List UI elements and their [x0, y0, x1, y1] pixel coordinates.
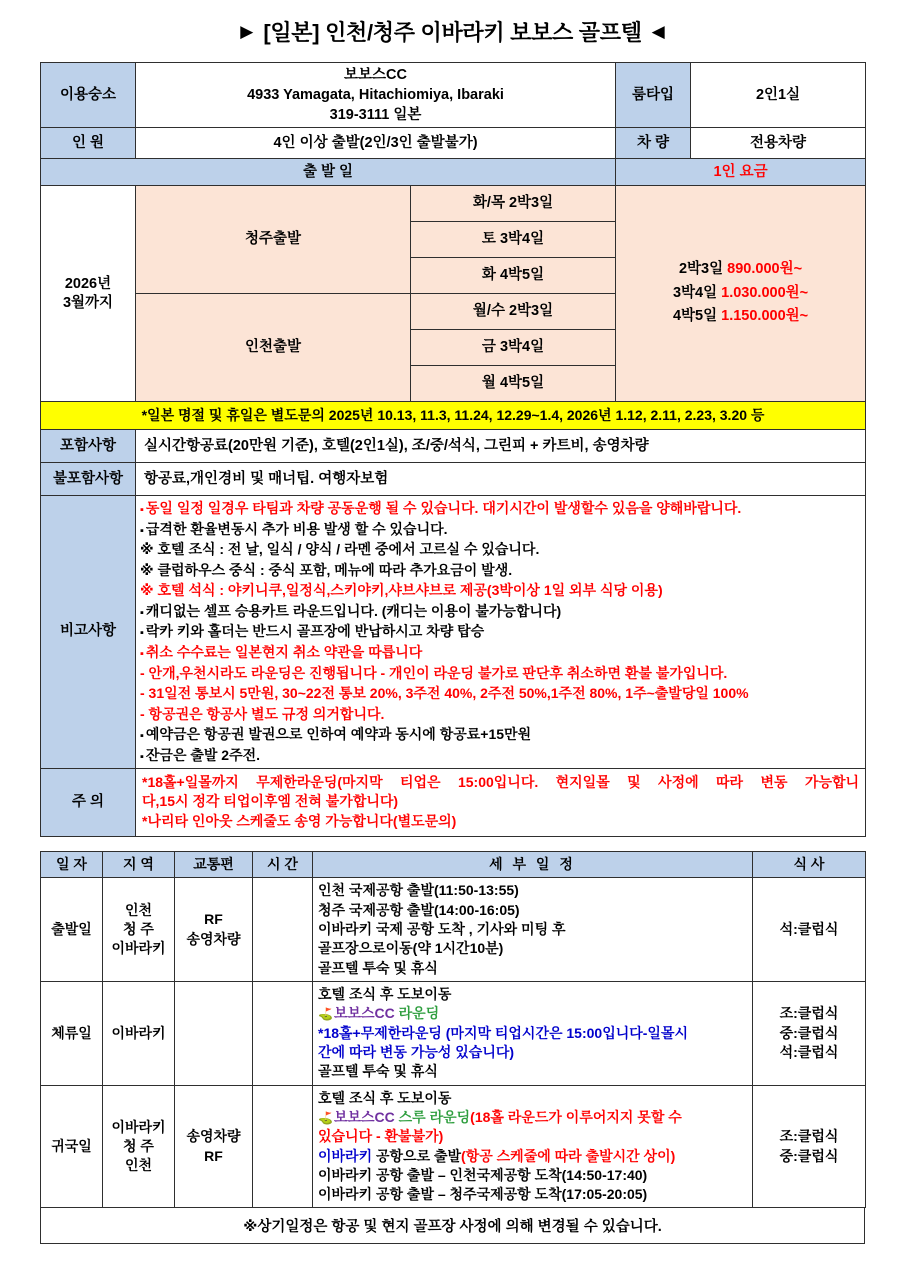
excluded-label: 불포함사항: [41, 463, 136, 496]
included-row: [41, 430, 866, 463]
price-amount-2: 1.030.000원~: [721, 284, 809, 301]
meal-line: 조:클럽식: [779, 1128, 839, 1145]
remark-text: 동일 일정 일경우 타팀과 차량 공동운행 될 수 있습니다. 대기시간이 발생할수 있음을 양해바랍니다.: [145, 500, 742, 516]
remark-text: 캐디없는 셀프 승용카트 라운드입니다. (캐디는 이용이 불가능합니다): [145, 602, 562, 619]
caution-value: [136, 768, 866, 837]
schedule-incheon-2: 금 3박4일: [411, 330, 616, 366]
price-amount-3: 1.150.000원~: [721, 308, 809, 325]
detail-text: 골프장으로이동(약 1시간10분): [318, 940, 504, 957]
caution-item: *나리타 인아웃 스케줄도 송영 가능합니다(별도문의): [142, 813, 457, 830]
detail-line: [318, 1127, 747, 1146]
region-line: 이바라키: [111, 1024, 166, 1041]
detail-line: [318, 1089, 747, 1108]
region-line: 이바라키: [111, 1118, 166, 1135]
detail-text: 있습니다 - 환불불가): [318, 1128, 444, 1145]
room-type-label: 룸타입: [616, 63, 691, 128]
detail-text: 이바라키: [318, 1147, 376, 1164]
remark-text: - 안개,우천시라도 라운딩은 진행됩니다 - 개인이 라운딩 불가로 판단후 취소하면 환불 불가입니다.: [140, 664, 728, 681]
people-label: 인 원: [41, 128, 136, 159]
remarks-label: 비고사항: [41, 496, 136, 769]
detail-text: (항공 스케줄에 따라 출발시간 상이): [461, 1147, 676, 1164]
tour-info-table: [40, 62, 866, 837]
tour-period-line2: 3월까지: [62, 294, 114, 311]
lodging-value: [136, 63, 616, 128]
detail-line: [318, 1024, 747, 1043]
itinerary-transport: [175, 1085, 253, 1208]
price-nights-3: 4박5일: [672, 308, 718, 325]
detail-text: 골프텔 투숙 및 휴식: [318, 959, 438, 976]
price-line-3: [620, 305, 861, 329]
detail-text: 호텔 조식 후 도보이동: [318, 1089, 452, 1106]
transport-line: RF: [204, 1147, 223, 1164]
col-header-transport: 교통편: [175, 852, 253, 878]
itinerary-time: [253, 982, 313, 1086]
meal-line: 조:클럽식: [779, 1005, 839, 1022]
detail-text: 간에 따라 변동 가능성 있습니다): [318, 1043, 515, 1060]
detail-text: *18홀+무제한라운딩 (마지막 티업시간은 15:00입니다-일몰시: [318, 1024, 688, 1041]
itinerary-meals: [753, 878, 866, 982]
detail-text: 인천 국제공항 출발(11:50-13:55): [318, 882, 519, 899]
remarks-row: [41, 496, 866, 769]
departure-origin-cheongju: 청주출발: [136, 186, 411, 294]
bullet-square-icon: ▪: [140, 606, 144, 619]
caution-label: 주 의: [41, 768, 136, 837]
detail-line: [318, 1147, 747, 1166]
detail-line: [318, 1166, 747, 1185]
itinerary-region: [103, 878, 175, 982]
schedule-cheongju-1: 화/목 2박3일: [411, 186, 616, 222]
itinerary-row: [41, 878, 866, 982]
itinerary-region: [103, 982, 175, 1086]
right-triangle-icon: ◀: [651, 21, 665, 41]
remarks-value: [136, 496, 866, 769]
detail-line: [318, 881, 747, 900]
detail-text: 라운딩: [394, 1005, 440, 1022]
schedule-cheongju-2: 토 3박4일: [411, 222, 616, 258]
itinerary-meals: [753, 982, 866, 1086]
caution-item: *18홀+일몰까지 무제한라운딩(마지막 티업은 15:00입니다. 현지일몰 및 사정에 따라 변동 가능합니: [142, 773, 860, 790]
detail-line: [318, 1062, 747, 1081]
golf-icon: ⛳: [318, 1007, 333, 1022]
itinerary-day: 체류일: [41, 982, 103, 1086]
itinerary-region: [103, 1085, 175, 1208]
detail-line: [318, 1004, 747, 1023]
detail-line: [318, 901, 747, 920]
price-cell: [616, 186, 866, 402]
detail-text: 보보스CC: [333, 1108, 395, 1125]
caution-row: [41, 768, 866, 837]
meal-line: 석:클럽식: [779, 921, 839, 938]
bullet-square-icon: ▪: [140, 524, 144, 537]
detail-line: [318, 939, 747, 958]
left-triangle-icon: ▶: [240, 21, 254, 41]
remark-item: [140, 519, 861, 540]
holiday-row: [41, 402, 866, 430]
col-header-region: 지 역: [103, 852, 175, 878]
itinerary-transport: [175, 982, 253, 1086]
remark-item: [140, 539, 861, 560]
price-nights-2: 3박4일: [672, 284, 718, 301]
detail-text: 스루 라운딩: [394, 1108, 471, 1125]
bullet-square-icon: ▪: [140, 730, 144, 743]
remark-item: [140, 683, 861, 704]
itinerary-time: [253, 1085, 313, 1208]
remark-text: ※ 호텔 석식 : 야키니쿠,일정식,스키야키,샤브샤브로 제공(3박이상 1일 외부 식당 이용): [140, 582, 663, 599]
caution-list: [142, 773, 859, 833]
vehicle-label: 차 량: [616, 128, 691, 159]
bullet-square-icon: ▪: [140, 627, 144, 640]
price-header: 1인 요금: [616, 159, 866, 186]
vehicle-value: 전용차량: [691, 128, 866, 159]
detail-text: 청주 국제공항 출발(14:00-16:05): [318, 901, 520, 918]
detail-line: [318, 959, 747, 978]
remark-text: ※ 클럽하우스 중식 : 중식 포함, 메뉴에 따라 추가요금이 발생.: [140, 561, 513, 578]
excluded-value: 항공료,개인경비 및 매너팁. 여행자보험: [136, 463, 866, 496]
itinerary-table: [40, 851, 866, 1208]
remark-item: [140, 498, 861, 519]
price-line-1: [620, 258, 861, 282]
region-line: 이바라키: [111, 940, 166, 957]
region-line: 인천: [124, 1157, 153, 1174]
schedule-incheon-1: 월/수 2박3일: [411, 294, 616, 330]
lodging-address-line2: 319-3111 일본: [329, 107, 422, 123]
remark-text: 예약금은 항공권 발권으로 인하여 예약과 동시에 항공료+15만원: [145, 726, 532, 743]
detail-text: 이바라키 공항 출발 – 인천국제공항 도착(14:50-17:40): [318, 1166, 648, 1183]
remark-text: ※ 호텔 조식 : 전 날, 일식 / 양식 / 라멘 중에서 고르실 수 있습니다.: [140, 541, 540, 558]
remark-item: [140, 745, 861, 766]
remark-text: 잔금은 출발 2주전.: [145, 746, 261, 763]
people-row: [41, 128, 866, 159]
remark-text: 락카 키와 홀더는 반드시 골프장에 반납하시고 차량 탑승: [145, 623, 485, 640]
schedule-row-1: [41, 186, 866, 222]
itinerary-meals: [753, 1085, 866, 1208]
caution-item: 다,15시 정각 티업이후엠 전혀 불가합니다): [142, 793, 399, 810]
itinerary-footer-note: ※상기일정은 항공 및 현지 골프장 사정에 의해 변경될 수 있습니다.: [40, 1208, 865, 1244]
itinerary-row: [41, 1085, 866, 1208]
transport-line: RF: [204, 911, 223, 928]
itinerary-details: [313, 982, 753, 1086]
schedule-incheon-3: 월 4박5일: [411, 366, 616, 402]
holiday-notice: *일본 명절 및 휴일은 별도문의 2025년 10.13, 11.3, 11.24, 12.29~1.4, 2026년 1.12, 2.11, 2.23, 3.20 등: [41, 402, 866, 430]
detail-line: [318, 1108, 747, 1127]
detail-text: (18홀 라운드가 이루어지지 못할 수: [470, 1108, 682, 1125]
bullet-square-icon: ▪: [140, 750, 144, 763]
title-text: [일본] 인천/청주 이바라키 보보스 골프텔: [263, 19, 642, 45]
included-label: 포함사항: [41, 430, 136, 463]
price-line-2: [620, 282, 861, 306]
col-header-date: 일 자: [41, 852, 103, 878]
remarks-list: [140, 498, 861, 766]
detail-text: 공항으로 출발: [376, 1147, 462, 1164]
itinerary-details: [313, 878, 753, 982]
transport-line: 송영차량: [186, 930, 241, 947]
departure-header-row: [41, 159, 866, 186]
itinerary-time: [253, 878, 313, 982]
detail-text: 골프텔 투숙 및 휴식: [318, 1063, 438, 1080]
lodging-name: 보보스CC: [344, 67, 407, 83]
tour-period-line1: 2026년: [64, 275, 112, 292]
lodging-address-line1: 4933 Yamagata, Hitachiomiya, Ibaraki: [247, 87, 504, 103]
page-title: [40, 0, 865, 62]
remark-text: - 31일전 통보시 5만원, 30~22전 통보 20%, 3주전 40%, 2주전 50%,1주전 80%, 1주~출발당일 100%: [140, 685, 749, 702]
price-nights-1: 2박3일: [678, 260, 724, 277]
remark-item: [140, 642, 861, 663]
transport-line: 송영차량: [186, 1128, 241, 1145]
itinerary-transport: [175, 878, 253, 982]
itinerary-details: [313, 1085, 753, 1208]
itinerary-day: 출발일: [41, 878, 103, 982]
departure-date-header: 출 발 일: [41, 159, 616, 186]
itinerary-header-row: [41, 852, 866, 878]
people-value: 4인 이상 출발(2인/3인 출발불가): [136, 128, 616, 159]
schedule-cheongju-3: 화 4박5일: [411, 258, 616, 294]
bullet-square-icon: ▪: [140, 504, 144, 516]
region-line: 인천: [124, 901, 153, 918]
remark-item: [140, 560, 861, 581]
section-spacer: [40, 837, 865, 851]
region-line: 청 주: [123, 1137, 154, 1154]
tour-period: [41, 186, 136, 402]
col-header-meals: 식 사: [753, 852, 866, 878]
detail-line: [318, 920, 747, 939]
lodging-label: 이용숭소: [41, 63, 136, 128]
meal-line: 중:클럽식: [779, 1147, 839, 1164]
detail-text: 보보스CC: [333, 1005, 395, 1022]
golf-icon: ⛳: [318, 1110, 333, 1125]
included-value: 실시간항공료(20만원 기준), 호텔(2인1실), 조/중/석식, 그린피 + 카트비, 송영차량: [136, 430, 866, 463]
excluded-row: [41, 463, 866, 496]
detail-line: [318, 1185, 747, 1204]
col-header-time: 시 간: [253, 852, 313, 878]
detail-text: 호텔 조식 후 도보이동: [318, 986, 452, 1003]
detail-line: [318, 1043, 747, 1062]
itinerary-row: [41, 982, 866, 1086]
remark-item: [140, 704, 861, 725]
itinerary-day: 귀국일: [41, 1085, 103, 1208]
region-line: 청 주: [123, 921, 154, 938]
remark-text: 급격한 환율변동시 추가 비용 발생 할 수 있습니다.: [145, 520, 448, 537]
bullet-square-icon: ▪: [140, 648, 144, 661]
remark-text: 취소 수수료는 일본현지 취소 약관을 따릅니다: [145, 644, 423, 661]
col-header-details: 세 부 일 정: [313, 852, 753, 878]
detail-text: 이바라키 공항 출발 – 청주국제공항 도착(17:05-20:05): [318, 1186, 648, 1203]
remark-item: [140, 724, 861, 745]
price-amount-1: 890.000원~: [727, 260, 803, 277]
remark-item: [140, 580, 861, 601]
remark-item: [140, 601, 861, 622]
remark-item: [140, 663, 861, 684]
room-type-value: 2인1실: [691, 63, 866, 128]
lodging-row: [41, 63, 866, 128]
departure-origin-incheon: 인천출발: [136, 294, 411, 402]
detail-text: 이바라키 국제 공항 도착 , 기사와 미팅 후: [318, 921, 566, 938]
remark-text: - 항공권은 항공사 별도 규정 의거합니다.: [140, 705, 385, 722]
detail-line: [318, 985, 747, 1004]
remark-item: [140, 621, 861, 642]
meal-line: 중:클럽식: [779, 1024, 839, 1041]
meal-line: 석:클럽식: [779, 1043, 839, 1060]
